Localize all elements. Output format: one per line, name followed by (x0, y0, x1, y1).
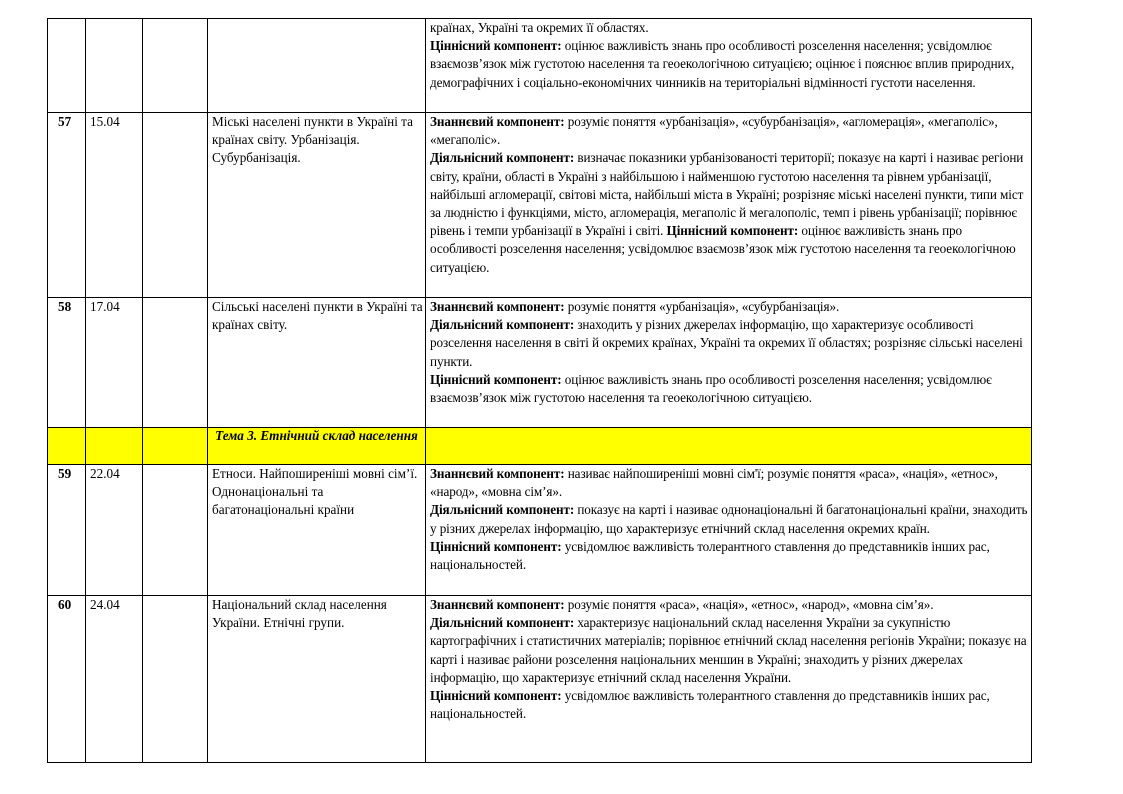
part-label: Діяльнісний компонент: (430, 502, 575, 518)
topic-row (48, 428, 1032, 465)
part-label: Діяльнісний компонент: (430, 615, 575, 631)
table-row (48, 465, 1032, 596)
part-label: Ціннісний компонент: (666, 223, 799, 239)
blank-cell (426, 428, 1032, 465)
part-text: країнах, Україні та окремих її областях. (430, 20, 649, 35)
part-label: Знаннєвий компонент: (430, 466, 565, 481)
table-row (48, 19, 1032, 113)
part-text: оцінює важливість знань про особливості розселення населення; усвідомлює взаємозв’язок між густотою населення та геоекологічною ситуацією. (430, 223, 1016, 275)
blank-cell (143, 428, 208, 465)
part-text: оцінює важливість знань про особливості розселення населення; усвідомлює взаємозв’язок між густотою населення та геоекологічною ситуацією. (430, 371, 992, 406)
lesson-number: 59 (48, 465, 86, 596)
part-text: знаходить у різних джерелах інформацію, що характеризує особливості розселення населення в світі й окремих країнах, Україні та окремих її областях; розрізняє сільські населені пункти. (430, 317, 1023, 369)
part-text: розуміє поняття «урбанізація», «субурбанізація», «агломерація», «мегаполіс», «мегаполіс». (430, 114, 998, 148)
lesson-number: 60 (48, 596, 86, 763)
part-label: Діяльнісний компонент: (430, 150, 575, 166)
part-text: характеризує національний склад населення України за сукупністю картографічних і статистичних матеріалів; порівнює етнічний склад населення регіонів України; показує на карті і називає райони розселення національних меншин в Україні; знаходить у різних джерелах інформацію, що характеризує етнічний склад населення України. (430, 615, 1027, 685)
blank-cell (143, 465, 208, 596)
lesson-date: 17.04 (86, 298, 143, 428)
part-text: розуміє поняття «урбанізація», «субурбанізація». (564, 299, 840, 314)
blank-cell (143, 19, 208, 113)
blank-cell (143, 298, 208, 428)
expected-results (426, 19, 1032, 113)
table-row (48, 113, 1032, 298)
part-text: оцінює важливість знань про особливості розселення населення; усвідомлює взаємозв’язок між густотою населення та геоекологічною ситуацією; оцінює і пояснює вплив природних, демографічних і соціально-економічних чинників на територіальні відмінності густоти населення. (430, 38, 1015, 90)
lesson-number (48, 19, 86, 113)
blank-cell (143, 596, 208, 763)
expected-results (426, 596, 1032, 763)
lesson-date: 24.04 (86, 596, 143, 763)
lesson-plan-table (47, 18, 1032, 763)
blank-cell (86, 428, 143, 465)
lesson-topic: Етноси. Найпоширеніші мовні сім’ї. Однонаціональні та багатонаціональні країни (208, 465, 426, 596)
lesson-number: 58 (48, 298, 86, 428)
part-text: усвідомлює важливість толерантного ставлення до представників інших рас, національностей. (430, 538, 990, 573)
lesson-topic (208, 19, 426, 113)
lesson-date: 15.04 (86, 113, 143, 298)
lesson-number: 57 (48, 113, 86, 298)
part-label: Ціннісний компонент: (430, 688, 562, 704)
part-text: розуміє поняття «раса», «нація», «етнос», «народ», «мовна сім’я». (564, 597, 934, 612)
topic-title: Тема 3. Етнічний склад населення (208, 428, 426, 465)
part-label: Знаннєвий компонент: (430, 597, 565, 612)
part-label: Знаннєвий компонент: (430, 299, 565, 314)
table-row (48, 298, 1032, 428)
part-label: Ціннісний компонент: (430, 371, 562, 387)
part-label: Ціннісний компонент: (430, 538, 562, 554)
lesson-date (86, 19, 143, 113)
part-text: визначає показники урбанізованості території; показує на карті і називає регіони світу, країни, області в Україні з найбільшою і найменшою густотою населення та рівнем урбанізації, найбільші агломерації, світові міста, найбільші міста в Україні; розрізняє міські населені пункти, типи міст за людністю і функціями, місто, агломерація, мегаполіс й мегалополіс, темп і рівень урбанізації; порівнює рівень і темпи урбанізації в Україні і світі. (430, 150, 1024, 239)
part-label: Діяльнісний компонент: (430, 317, 575, 333)
blank-cell (143, 113, 208, 298)
part-label: Ціннісний компонент: (430, 38, 562, 54)
lesson-date: 22.04 (86, 465, 143, 596)
expected-results (426, 298, 1032, 428)
expected-results (426, 113, 1032, 298)
lesson-topic: Національний склад населення України. Етнічні групи. (208, 596, 426, 763)
lesson-topic: Сільські населені пункти в Україні та країнах світу. (208, 298, 426, 428)
part-label: Знаннєвий компонент: (430, 114, 565, 129)
expected-results (426, 465, 1032, 596)
part-text: називає найпоширеніші мовні сім'ї; розуміє поняття «раса», «нація», «етнос», «народ», «мовна сім’я». (430, 466, 998, 500)
table-row (48, 596, 1032, 763)
lesson-topic: Міські населені пункти в Україні та країнах світу. Урбанізація. Субурбанізація. (208, 113, 426, 298)
part-text: показує на карті і називає однонаціональні й багатонаціональні країни, знаходить у різних джерелах інформацію, що характеризує етнічний склад населення окремих країн. (430, 502, 1028, 536)
blank-cell (48, 428, 86, 465)
part-text: усвідомлює важливість толерантного ставлення до представників інших рас, національностей. (430, 688, 990, 722)
